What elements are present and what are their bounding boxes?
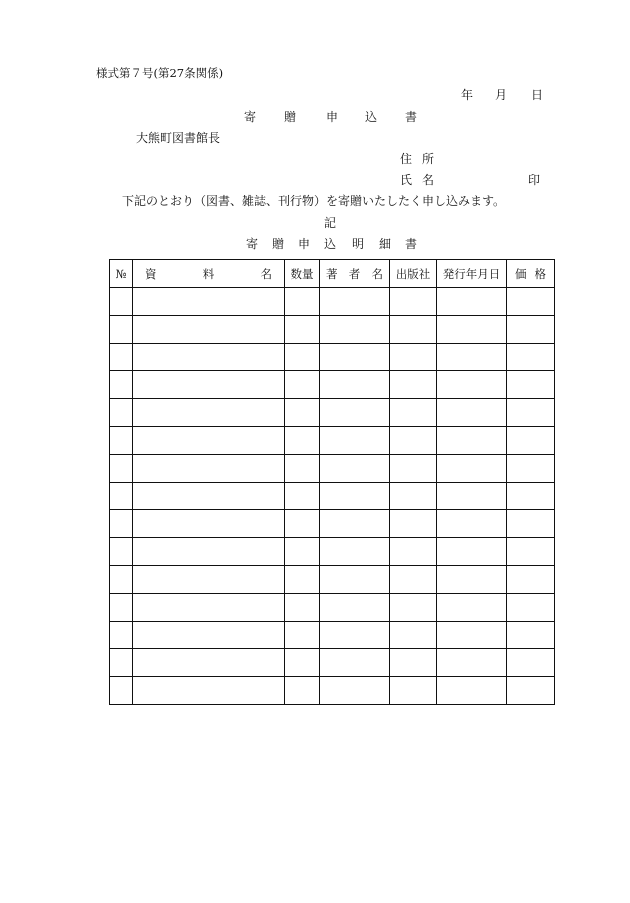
cell-material-name[interactable] [133, 399, 285, 427]
cell-price[interactable] [507, 371, 555, 399]
title-char: 込 [365, 110, 378, 124]
cell-author[interactable] [320, 565, 390, 593]
cell-publish-date[interactable] [437, 649, 507, 677]
cell-no[interactable] [110, 621, 133, 649]
request-statement: 下記のとおり（図書、雑誌、刊行物）を寄贈いたしたく申し込みます。 [122, 194, 506, 208]
cell-author[interactable] [320, 426, 390, 454]
cell-quantity[interactable] [285, 371, 320, 399]
cell-author[interactable] [320, 538, 390, 566]
cell-price[interactable] [507, 482, 555, 510]
cell-author[interactable] [320, 649, 390, 677]
cell-publisher[interactable] [390, 621, 437, 649]
cell-publisher[interactable] [390, 538, 437, 566]
cell-quantity[interactable] [285, 399, 320, 427]
cell-publisher[interactable] [390, 343, 437, 371]
table-row [110, 288, 555, 316]
title-char: 書 [405, 110, 418, 124]
cell-publisher[interactable] [390, 593, 437, 621]
cell-author[interactable] [320, 315, 390, 343]
col-price-char: 格 [534, 266, 546, 281]
date-month: 月 [495, 88, 508, 102]
date-day: 日 [531, 88, 544, 102]
table-header-row [110, 260, 555, 288]
cell-no[interactable] [110, 399, 133, 427]
cell-material-name[interactable] [133, 454, 285, 482]
cell-price[interactable] [507, 621, 555, 649]
cell-no[interactable] [110, 454, 133, 482]
col-author-char: 名 [371, 266, 383, 281]
table-row [110, 621, 555, 649]
table-row [110, 538, 555, 566]
cell-price[interactable] [507, 677, 555, 705]
address-label: 住所 [400, 152, 445, 166]
cell-price[interactable] [507, 565, 555, 593]
cell-publisher[interactable] [390, 315, 437, 343]
table-row [110, 454, 555, 482]
table-row [110, 649, 555, 677]
table-row [110, 315, 555, 343]
col-publish-date: 発行年月日 [437, 260, 507, 288]
table-row [110, 565, 555, 593]
cell-author[interactable] [320, 343, 390, 371]
cell-price[interactable] [507, 538, 555, 566]
cell-publish-date[interactable] [437, 593, 507, 621]
col-author-char: 者 [348, 266, 361, 281]
cell-author[interactable] [320, 510, 390, 538]
cell-no[interactable] [110, 426, 133, 454]
cell-author[interactable] [320, 454, 390, 482]
cell-publish-date[interactable] [437, 454, 507, 482]
cell-no[interactable] [110, 565, 133, 593]
cell-material-name[interactable] [133, 371, 285, 399]
cell-quantity[interactable] [285, 621, 320, 649]
cell-material-name[interactable] [133, 426, 285, 454]
cell-material-name[interactable] [133, 482, 285, 510]
cell-author[interactable] [320, 371, 390, 399]
cell-price[interactable] [507, 343, 555, 371]
cell-publisher[interactable] [390, 677, 437, 705]
cell-price[interactable] [507, 649, 555, 677]
table-row [110, 510, 555, 538]
cell-quantity[interactable] [285, 593, 320, 621]
cell-material-name[interactable] [133, 677, 285, 705]
table-row [110, 482, 555, 510]
cell-material-name[interactable] [133, 288, 285, 316]
cell-quantity[interactable] [285, 649, 320, 677]
table-row [110, 343, 555, 371]
subtitle-char: 申 [298, 237, 311, 251]
subtitle-char: 寄 [246, 237, 259, 251]
cell-quantity[interactable] [285, 315, 320, 343]
subtitle-char: 書 [405, 237, 418, 251]
cell-publisher[interactable] [390, 399, 437, 427]
cell-publish-date[interactable] [437, 482, 507, 510]
cell-no[interactable] [110, 677, 133, 705]
cell-quantity[interactable] [285, 538, 320, 566]
col-material-name-char: 資 [145, 266, 157, 281]
cell-no[interactable] [110, 593, 133, 621]
cell-price[interactable] [507, 399, 555, 427]
cell-no[interactable] [110, 371, 133, 399]
cell-quantity[interactable] [285, 288, 320, 316]
date-year: 年 [461, 88, 474, 102]
cell-publish-date[interactable] [437, 426, 507, 454]
cell-author[interactable] [320, 621, 390, 649]
cell-publish-date[interactable] [437, 538, 507, 566]
cell-author[interactable] [320, 399, 390, 427]
cell-publisher[interactable] [390, 371, 437, 399]
col-material-name-char: 料 [202, 266, 215, 281]
cell-publisher[interactable] [390, 510, 437, 538]
cell-publisher[interactable] [390, 454, 437, 482]
title-char: 贈 [284, 110, 297, 124]
cell-material-name[interactable] [133, 565, 285, 593]
cell-quantity[interactable] [285, 565, 320, 593]
cell-material-name[interactable] [133, 315, 285, 343]
detail-table [109, 259, 555, 705]
cell-publish-date[interactable] [437, 565, 507, 593]
cell-publisher[interactable] [390, 426, 437, 454]
seal-mark: 印 [528, 173, 541, 187]
cell-publish-date[interactable] [437, 399, 507, 427]
col-author-char: 著 [326, 266, 338, 281]
cell-material-name[interactable] [133, 343, 285, 371]
cell-material-name[interactable] [133, 510, 285, 538]
cell-no[interactable] [110, 288, 133, 316]
cell-publisher[interactable] [390, 482, 437, 510]
cell-no[interactable] [110, 343, 133, 371]
cell-author[interactable] [320, 593, 390, 621]
cell-author[interactable] [320, 288, 390, 316]
col-price-char: 価 [515, 266, 527, 281]
col-no: № [110, 260, 133, 288]
table-row [110, 426, 555, 454]
cell-quantity[interactable] [285, 510, 320, 538]
table-row [110, 399, 555, 427]
cell-quantity[interactable] [285, 343, 320, 371]
subtitle-char: 贈 [272, 237, 285, 251]
cell-price[interactable] [507, 426, 555, 454]
cell-price[interactable] [507, 510, 555, 538]
cell-quantity[interactable] [285, 677, 320, 705]
cell-material-name[interactable] [133, 649, 285, 677]
cell-publish-date[interactable] [437, 315, 507, 343]
addressee: 大熊町図書館長 [136, 131, 221, 145]
cell-publisher[interactable] [390, 288, 437, 316]
cell-publisher[interactable] [390, 565, 437, 593]
cell-publisher[interactable] [390, 649, 437, 677]
cell-price[interactable] [507, 454, 555, 482]
cell-publish-date[interactable] [437, 371, 507, 399]
cell-quantity[interactable] [285, 454, 320, 482]
cell-material-name[interactable] [133, 621, 285, 649]
cell-no[interactable] [110, 649, 133, 677]
cell-quantity[interactable] [285, 426, 320, 454]
cell-price[interactable] [507, 593, 555, 621]
col-quantity: 数量 [285, 260, 320, 288]
subtitle-char: 込 [324, 237, 337, 251]
cell-publish-date[interactable] [437, 343, 507, 371]
cell-no[interactable] [110, 315, 133, 343]
table-row [110, 677, 555, 705]
col-author [320, 260, 390, 288]
table-row [110, 593, 555, 621]
cell-material-name[interactable] [133, 593, 285, 621]
cell-no[interactable] [110, 510, 133, 538]
cell-publish-date[interactable] [437, 288, 507, 316]
cell-author[interactable] [320, 677, 390, 705]
table-row [110, 371, 555, 399]
cell-quantity[interactable] [285, 482, 320, 510]
cell-price[interactable] [507, 288, 555, 316]
cell-material-name[interactable] [133, 538, 285, 566]
col-publisher: 出版社 [390, 260, 437, 288]
col-material-name [133, 260, 285, 288]
cell-no[interactable] [110, 482, 133, 510]
title-char: 申 [326, 110, 339, 124]
ki-heading: 記 [324, 216, 337, 230]
subtitle-char: 明 [352, 237, 365, 251]
cell-publish-date[interactable] [437, 510, 507, 538]
cell-author[interactable] [320, 482, 390, 510]
title-char: 寄 [244, 110, 257, 124]
form-number: 様式第７号(第27条関係) [96, 66, 224, 80]
cell-price[interactable] [507, 315, 555, 343]
col-price [507, 260, 555, 288]
cell-no[interactable] [110, 538, 133, 566]
cell-publish-date[interactable] [437, 621, 507, 649]
cell-publish-date[interactable] [437, 677, 507, 705]
col-material-name-char: 名 [260, 266, 272, 281]
subtitle-char: 細 [379, 237, 392, 251]
name-label: 氏名 [400, 173, 445, 187]
